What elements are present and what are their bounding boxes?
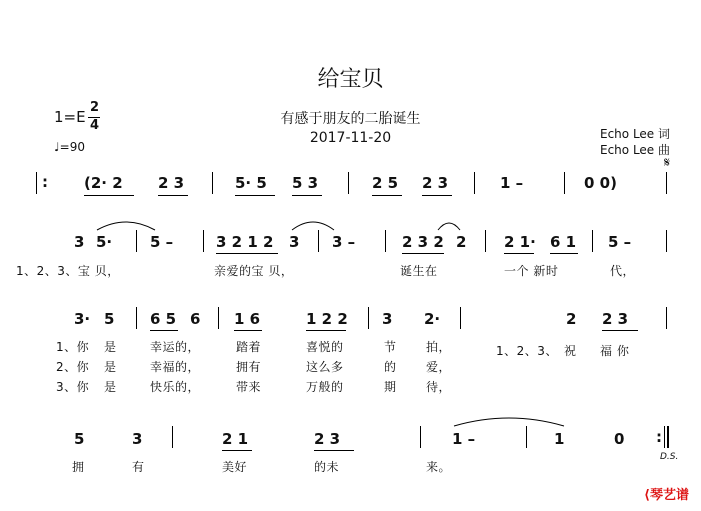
note-group: 3· (74, 310, 91, 328)
lyric: 万般的 (306, 380, 344, 394)
composer-credit: Echo Lee 曲 (600, 143, 670, 157)
barline-thick (667, 426, 669, 448)
slur-arc (95, 218, 157, 232)
lyric: 幸福的， (150, 360, 201, 374)
lyric: 亲爱的宝 贝， (214, 264, 294, 278)
lyric: 期 (384, 380, 397, 394)
barline (368, 307, 369, 329)
lyric: 幸运的， (150, 340, 201, 354)
barline (664, 426, 665, 448)
note-group: 6 1 (550, 233, 577, 251)
note-group: 2 3 (602, 310, 629, 328)
barline (172, 426, 173, 448)
lyric: 有 (132, 460, 145, 474)
logo-icon: ⟨ (644, 488, 650, 503)
lyric: 拍， (426, 340, 452, 354)
barline (218, 307, 219, 329)
lyric: 待， (426, 380, 452, 394)
note-group: 5· (96, 233, 113, 251)
underline-beam (550, 253, 578, 254)
note-group: 2 5 (372, 174, 399, 192)
barline (136, 230, 137, 252)
lyric: 1、2、3、 (496, 344, 558, 358)
note-group: 3 (382, 310, 393, 328)
note-group: 2 1 (222, 430, 249, 448)
barline (348, 172, 349, 194)
lyricist-credit: Echo Lee 词 (600, 127, 670, 141)
barline (420, 426, 421, 448)
barline (318, 230, 319, 252)
underline-beam (372, 195, 402, 196)
note-group: 2 (566, 310, 577, 328)
lyric: 的未 (314, 460, 340, 474)
note-group: 5 (104, 310, 115, 328)
barline (485, 230, 486, 252)
lyric: 诞生在 (400, 264, 438, 278)
note-group: 1 – (452, 430, 476, 448)
note-group: 2 3 2 (402, 233, 444, 251)
underline-beam (314, 450, 354, 451)
lyric: 是 (104, 360, 117, 374)
underline-beam (150, 330, 178, 331)
note-group: 1 – (500, 174, 524, 192)
tempo-marking: ♩=90 (54, 140, 85, 154)
lyric: 带来 (236, 380, 262, 394)
note-group: 2 3 (158, 174, 185, 192)
lyric: 节 (384, 340, 397, 354)
song-subtitle: 有感于朋友的二胎诞生 (280, 111, 421, 127)
note-group: 2· (424, 310, 441, 328)
note-group: 3 2 1 2 (216, 233, 274, 251)
barline (592, 230, 593, 252)
note-group: 3 (289, 233, 300, 251)
lyric: 2、你 (56, 360, 90, 374)
lyric: 的 (384, 360, 397, 374)
lyric: 代， (610, 264, 636, 278)
note-group: 2 3 (422, 174, 449, 192)
note-group: 3 – (332, 233, 356, 251)
note-group: 1 2 2 (306, 310, 348, 328)
time-signature-top: 2 (90, 100, 100, 115)
lyric: 快乐的， (150, 380, 201, 394)
underline-beam (222, 450, 252, 451)
lyric: 喜悦的 (306, 340, 344, 354)
repeat-dots: : (656, 428, 662, 446)
lyric: 福 你 (600, 344, 630, 358)
lyric: 爱， (426, 360, 452, 374)
note-group: 5 – (608, 233, 632, 251)
underline-beam (84, 195, 134, 196)
note-group: 0 0) (584, 174, 617, 192)
note-group: 3 (132, 430, 143, 448)
repeat-dots: : (42, 173, 48, 191)
lyric: 1、你 (56, 340, 90, 354)
barline (385, 230, 386, 252)
barline (526, 426, 527, 448)
note-group: 1 (554, 430, 565, 448)
note-group: (2· 2 (84, 174, 123, 192)
underline-beam (216, 253, 278, 254)
underline-beam (422, 195, 452, 196)
note-group: 5· 5 (235, 174, 267, 192)
tie-arc (452, 414, 566, 428)
lyric: 拥 (72, 460, 85, 474)
lyric: 是 (104, 380, 117, 394)
note-group: 5 (74, 430, 85, 448)
logo-text: 琴艺谱 (649, 488, 689, 503)
lyric: 3、你 (56, 380, 90, 394)
barline (666, 307, 667, 329)
lyric: 一个 新时 (504, 264, 559, 278)
underline-beam (306, 330, 346, 331)
barline (666, 230, 667, 252)
note-group: 6 (190, 310, 201, 328)
note-group: 2 1· (504, 233, 536, 251)
song-title: 给宝贝 (317, 67, 384, 92)
underline-beam (158, 195, 188, 196)
note-group: 5 3 (292, 174, 319, 192)
lyric: 踏着 (236, 340, 262, 354)
barline (564, 172, 565, 194)
lyric: 1、2、3、宝 贝， (16, 264, 120, 278)
barline (203, 230, 204, 252)
barline (460, 307, 461, 329)
slur-arc (436, 218, 462, 232)
underline-beam (602, 330, 638, 331)
lyric: 祝 (564, 344, 577, 358)
note-group: 2 (456, 233, 467, 251)
segno-sign: 𝄋 (664, 155, 671, 171)
note-group: 3 (74, 233, 85, 251)
site-logo (644, 484, 689, 503)
underline-beam (234, 330, 262, 331)
lyric: 来。 (426, 460, 452, 474)
note-group: 1 6 (234, 310, 261, 328)
lyric: 拥有 (236, 360, 262, 374)
key-signature: 1=E (54, 108, 86, 126)
underline-beam (235, 195, 275, 196)
lyric: 是 (104, 340, 117, 354)
barline (136, 307, 137, 329)
underline-beam (292, 195, 322, 196)
note-group: 2 3 (314, 430, 341, 448)
note-group: 6 5 (150, 310, 177, 328)
note-group: 5 – (150, 233, 174, 251)
slur-arc (290, 218, 336, 232)
barline (212, 172, 213, 194)
ds-marking: D.S. (660, 452, 679, 462)
barline (36, 172, 37, 194)
note-group: 0 (614, 430, 625, 448)
lyric: 美好 (222, 460, 248, 474)
barline (474, 172, 475, 194)
lyric: 这么多 (306, 360, 344, 374)
time-signature-bottom: 4 (90, 118, 100, 133)
underline-beam (504, 253, 534, 254)
underline-beam (402, 253, 444, 254)
song-date: 2017-11-20 (309, 130, 392, 146)
barline (666, 172, 667, 194)
